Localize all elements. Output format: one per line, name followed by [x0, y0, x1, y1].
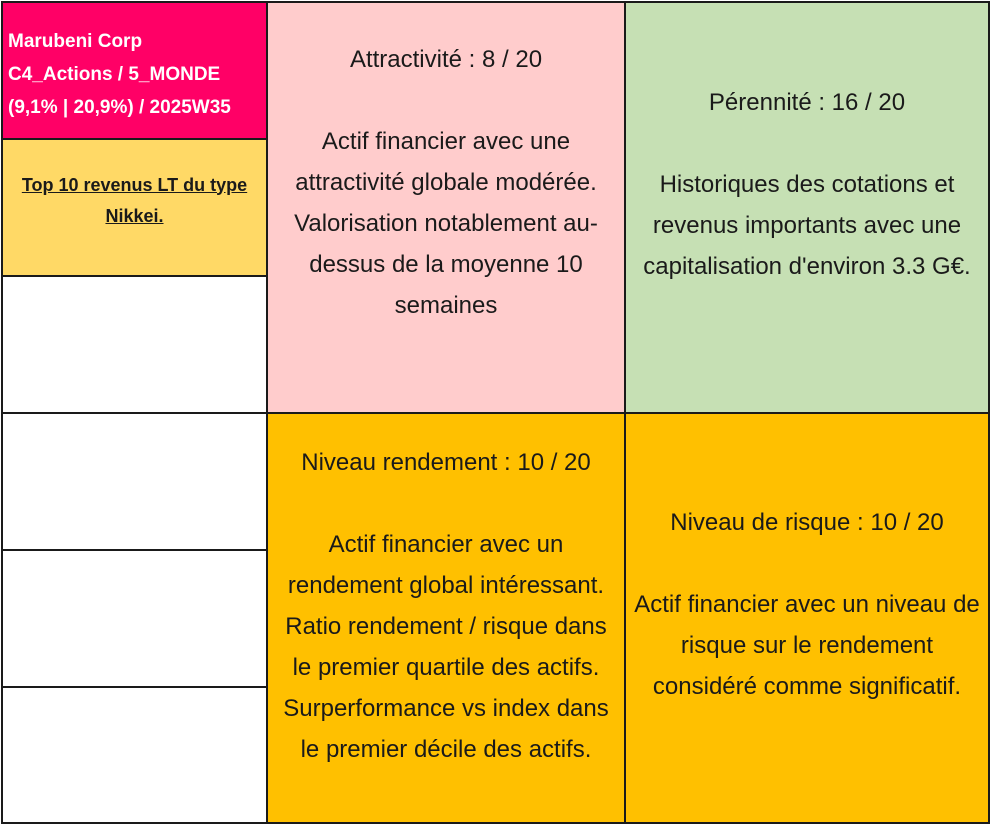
perennite-text	[643, 164, 970, 287]
asset-stats: (9,1% | 20,9%) / 2025W35	[8, 97, 231, 118]
risque-panel	[624, 412, 990, 824]
risque-line: risque sur le rendement	[680, 631, 934, 659]
attractivite-line: semaines	[394, 292, 498, 319]
attractivite-panel	[266, 1, 626, 414]
asset-category: C4_Actions / 5_MONDE	[8, 64, 221, 85]
rendement-line: Ratio rendement / risque dans	[285, 613, 607, 640]
tag-line-2: Nikkei.	[105, 205, 164, 226]
asset-name: Marubeni Corp	[8, 31, 143, 52]
tag-line-1: Top 10 revenus LT du type	[21, 174, 248, 195]
attractivite-text	[294, 121, 598, 326]
empty-cell-3	[1, 549, 268, 688]
empty-cell-4	[1, 686, 268, 824]
perennite-line: Historiques des cotations et	[659, 171, 955, 198]
attractivite-line: Actif financier avec une	[321, 128, 571, 155]
attractivite-heading: Attractivité : 8 / 20	[349, 46, 543, 73]
perennite-heading: Pérennité : 16 / 20	[708, 89, 906, 116]
rendement-line: le premier décile des actifs.	[300, 736, 592, 763]
perennite-panel	[624, 1, 990, 414]
risque-heading: Niveau de risque : 10 / 20	[670, 508, 944, 536]
rendement-panel	[266, 412, 626, 824]
rendement-line: Actif financier avec un	[328, 531, 564, 558]
attractivite-line: dessus de la moyenne 10	[309, 251, 583, 278]
empty-cell-1	[1, 275, 268, 414]
attractivite-line: Valorisation notablement au-	[294, 210, 598, 237]
risque-line: considéré comme significatif.	[652, 672, 962, 700]
empty-cell-2	[1, 412, 268, 551]
perennite-line: revenus importants avec une	[652, 212, 962, 239]
rendement-heading: Niveau rendement : 10 / 20	[301, 449, 591, 476]
risque-text	[634, 584, 980, 707]
risque-line: Actif financier avec un niveau de	[634, 590, 980, 618]
tag-box	[1, 138, 268, 277]
rendement-line: rendement global intéressant.	[287, 572, 605, 599]
attractivite-line: attractivité globale modérée.	[295, 169, 597, 196]
rendement-text	[283, 524, 609, 770]
asset-header-box	[1, 1, 268, 140]
rendement-line: le premier quartile des actifs.	[292, 654, 600, 681]
rendement-line: Surperformance vs index dans	[283, 695, 609, 722]
perennite-line: capitalisation d'environ 3.3 G€.	[643, 253, 971, 280]
